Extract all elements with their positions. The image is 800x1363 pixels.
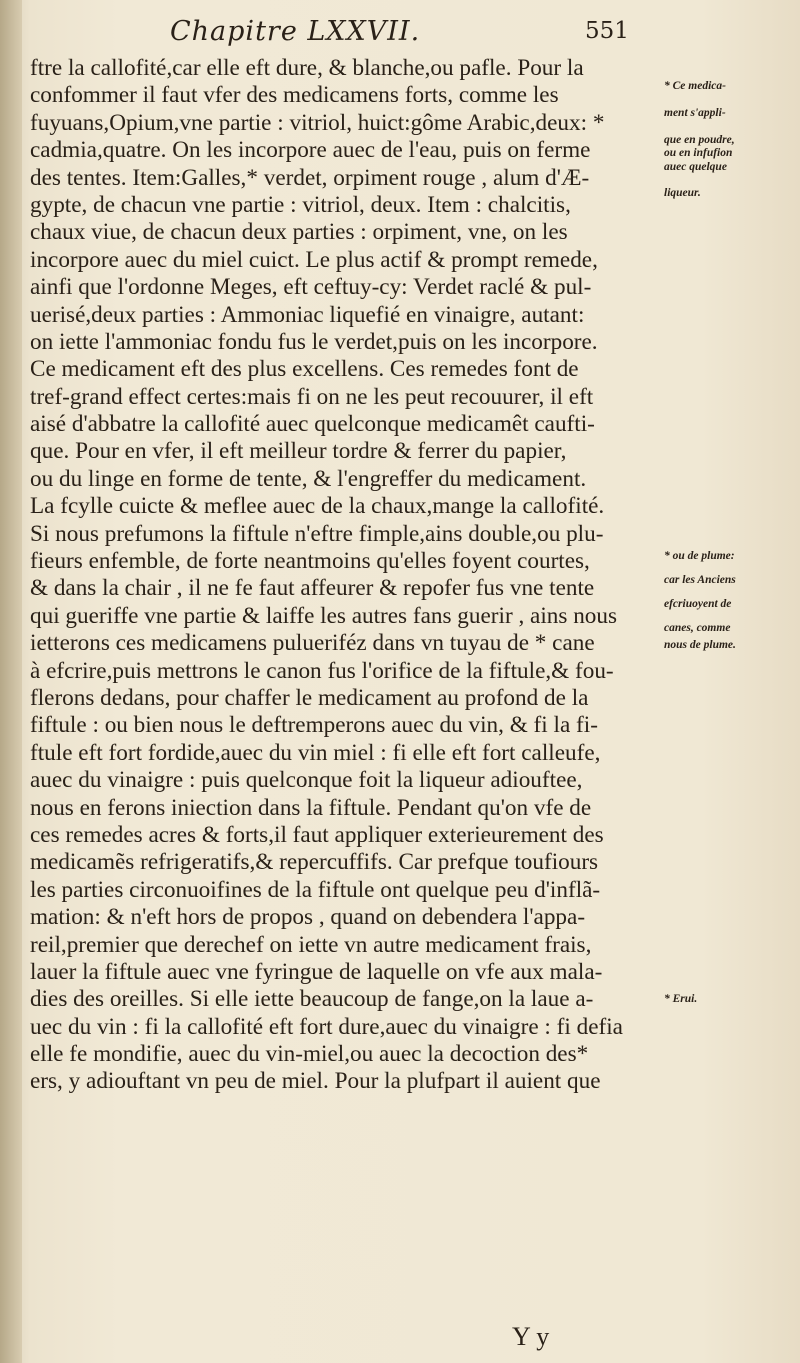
text-line: cadmia,quatre. On les incorpore auec de l'eau, puis on ferme — [30, 137, 591, 164]
text-line: aisé d'abbatre la callofité auec quelconque medicamêt caufti- — [30, 411, 595, 438]
text-line: ou du linge en forme de tente, & l'engreffer du medicament. — [30, 465, 587, 492]
text-line: gypte, de chacun vne partie : vitriol, deux. Item : chalcitis, — [30, 191, 571, 218]
text-line: incorpore auec du miel cuict. Le plus actif & prompt remede, — [30, 246, 598, 273]
marginal-note: ou en infufion — [664, 147, 733, 160]
marginal-note: canes, comme — [664, 622, 731, 635]
text-line: Ce medicament eft des plus excellens. Ces remedes font de — [30, 356, 579, 383]
text-line: fieurs enfemble, de forte neantmoins qu'elles foyent courtes, — [30, 548, 590, 575]
text-line: La fcylle cuicte & meflee auec de la chaux,mange la callofité. — [30, 493, 605, 520]
text-line: auec du vinaigre : puis quelconque foit la liqueur adiouftee, — [30, 767, 583, 794]
text-line: dies des oreilles. Si elle iette beaucoup de fange,on la laue a- — [30, 986, 594, 1013]
marginal-note: auec quelque — [664, 160, 727, 173]
text-line: lauer la fiftule auec vne fyringue de laquelle on vfe aux mala- — [30, 958, 603, 985]
marginal-note: liqueur. — [664, 187, 701, 200]
marginal-note: * ou de plume: — [664, 549, 735, 562]
text-line: ces remedes acres & forts,il faut appliquer exterieurement des — [30, 821, 604, 848]
signature-mark: Y y — [512, 1322, 550, 1351]
text-line: à efcrire,puis mettrons le canon fus l'orifice de la fiftule,& fou- — [30, 657, 614, 684]
marginal-note: ment s'appli- — [664, 106, 726, 119]
text-line: qui gueriffe vne partie & laiffe les autres fans guerir , ains nous — [30, 602, 618, 629]
text-line: on iette l'ammoniac fondu fus le verdet,puis on les incorpore. — [30, 328, 598, 355]
marginal-note: que en poudre, — [664, 133, 735, 146]
text-line: les parties circonuoifines de la fiftule ont quelque peu d'inflã- — [30, 876, 601, 903]
text-line: fuyuans,Opium,vne partie : vitriol, huict:gôme Arabic,deux: * — [30, 109, 605, 136]
text-line: uerisé,deux parties : Ammoniac liquefié en vinaigre, autant: — [30, 301, 585, 328]
text-line: ftre la callofité,car elle eft dure, & blanche,ou pafle. Pour la — [30, 55, 584, 81]
text-line: tref-grand effect certes:mais fi on ne les peut recouurer, il eft — [30, 383, 594, 410]
text-line: chaux viue, de chacun deux parties : orpiment, vne, on les — [30, 219, 568, 246]
text-line: fiftule : ou bien nous le deftremperons auec du vin, & fi la fi- — [30, 712, 598, 739]
text-line: elle fe mondifie, auec du vin-miel,ou auec la decoction des* — [30, 1041, 589, 1068]
text-line: ietterons ces medicamens pulueriféz dans vn tuyau de * cane — [30, 630, 595, 657]
body-text — [30, 55, 630, 1096]
text-line: ftule eft fort fordide,auec du vin miel : fi elle eft fort calleufe, — [30, 739, 601, 766]
text-line: Si nous prefumons la fiftule n'eftre fimple,ains double,ou plu- — [30, 520, 604, 547]
text-line: uec du vin : fi la callofité eft fort dure,auec du vinaigre : fi defia — [30, 1013, 623, 1040]
marginal-note: * Erui. — [664, 992, 698, 1005]
text-line: reil,premier que derechef on iette vn autre medicament frais, — [30, 931, 592, 958]
text-line: que. Pour en vfer, il eft meilleur tordre & ferrer du papier, — [30, 438, 567, 465]
text-line: confommer il faut vfer des medicamens forts, comme les — [30, 82, 559, 109]
text-line: ainfi que l'ordonne Meges, eft ceftuy-cy: Verdet raclé & pul- — [30, 274, 592, 301]
running-head: Chapitre LXXVII. — [170, 16, 421, 47]
text-line: nous en ferons iniection dans la fiftule. Pendant qu'on vfe de — [30, 794, 592, 821]
marginal-note: efcriuoyent de — [664, 598, 732, 611]
marginal-note: nous de plume. — [664, 638, 736, 651]
text-line: ers, y adiouftant vn peu de miel. Pour la plufpart il auient que — [30, 1068, 601, 1095]
page-gutter — [0, 0, 22, 1363]
marginal-note: * Ce medica- — [664, 80, 726, 92]
page-header — [0, 14, 800, 54]
text-line: mation: & n'eft hors de propos , quand on debendera l'appa- — [30, 904, 586, 931]
text-line: des tentes. Item:Galles,* verdet, orpiment rouge , alum d'Æ- — [30, 164, 590, 191]
text-line: flerons dedans, pour chaffer le medicament au profond de la — [30, 684, 589, 711]
page-number: 551 — [585, 18, 629, 44]
text-line: & dans la chair , il ne fe faut affeurer & repofer fus vne tente — [30, 575, 595, 602]
marginal-note: car les Anciens — [664, 574, 736, 587]
text-line: medicamẽs refrigeratifs,& repercuffifs. Car prefque toufiours — [30, 849, 599, 876]
